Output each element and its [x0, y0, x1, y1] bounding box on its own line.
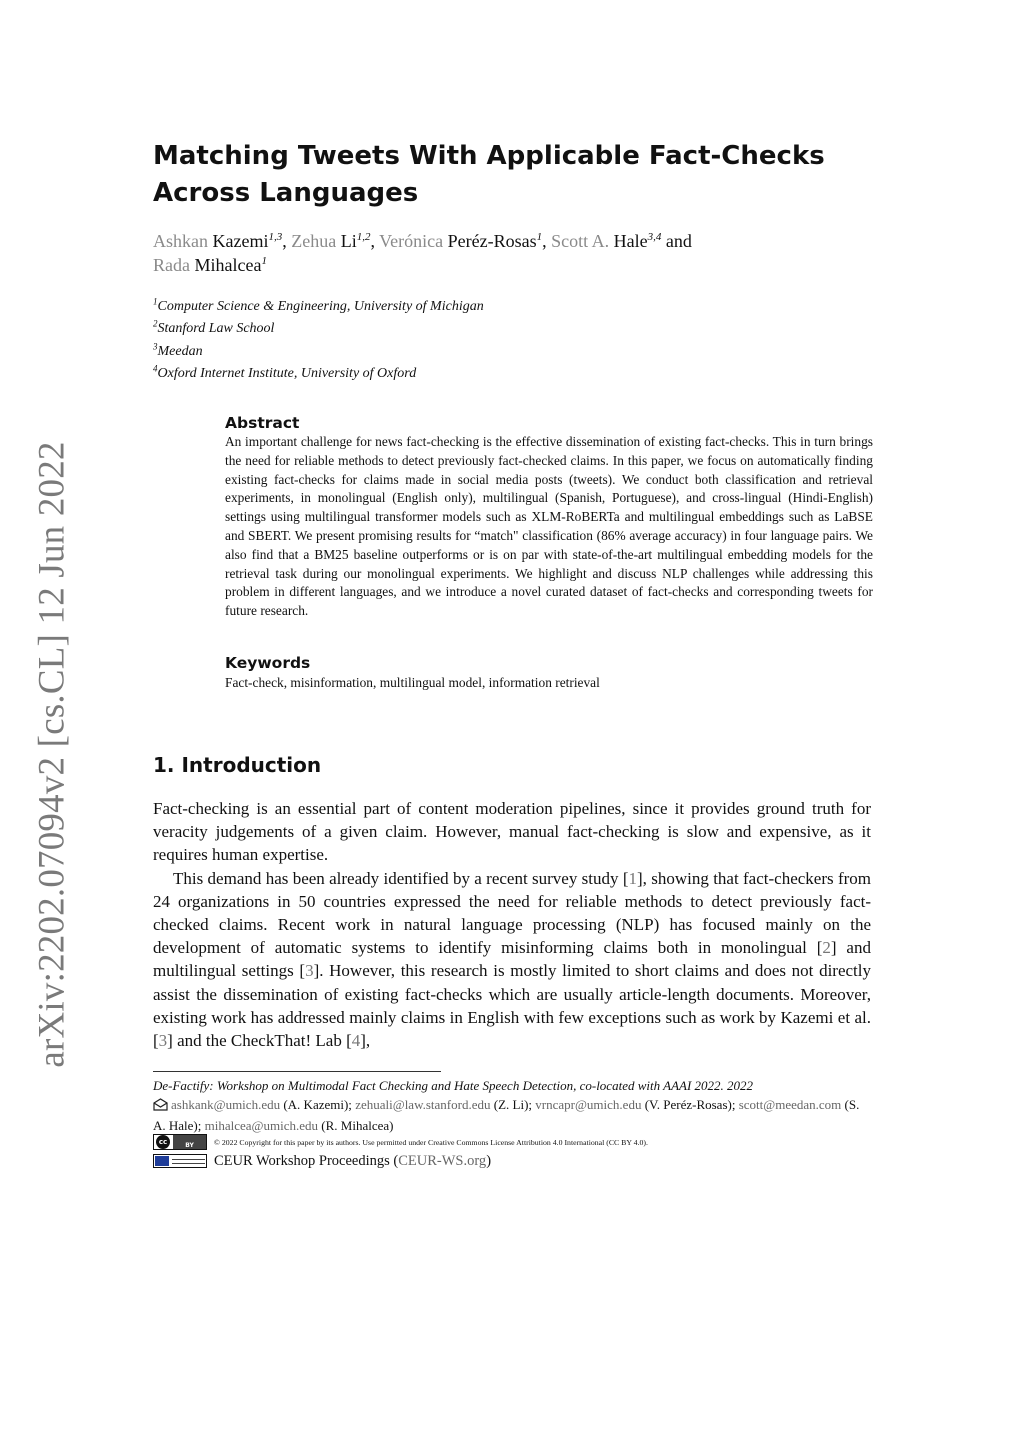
license-row — [153, 1134, 873, 1150]
affiliation: $^2$Stanford Law School — [153, 318, 275, 337]
affiliation: $^3$Meedan — [153, 340, 203, 359]
envelope-icon — [153, 1097, 168, 1116]
footnote — [153, 1076, 873, 1135]
ceur-logo-icon — [153, 1154, 207, 1168]
citation-link[interactable]: 2 — [822, 938, 831, 958]
abstract-heading: Abstract — [225, 414, 300, 432]
ceur-link[interactable]: CEUR-WS.org — [398, 1153, 487, 1169]
affiliation: $^1$Computer Science & Engineering, University of Michigan — [153, 296, 484, 314]
email-link[interactable]: mihalcea@umich.edu — [204, 1118, 319, 1133]
footnote-divider — [153, 1071, 441, 1072]
keywords-heading: Keywords — [225, 654, 311, 672]
citation-link[interactable]: 4 — [351, 1031, 361, 1051]
arxiv-identifier — [20, 440, 84, 1068]
ceur-text: CEUR Workshop Proceedings (CEUR-WS.org) — [214, 1153, 492, 1169]
citation-link[interactable]: 1 — [628, 868, 637, 888]
section-heading-introduction: 1. Introduction — [153, 753, 322, 777]
arxiv-id-text: arXiv:2202.07094v2 [cs.CL] 12 Jun 2022 — [31, 440, 73, 1068]
introduction-body — [153, 797, 871, 1052]
abstract-text: An important challenge for news fact-checking is the effective dissemination of existing fact-checks. This in turn brings the need for reliable methods to detect previously fact-checked claims. In this paper, we focus on automatically finding existing fact-checks for claims made in social media posts (tweets). We conduct both classification and retrieval experiments, in monolingual (English only), multilingual (Spanish, Portuguese), and cross-lingual (Hindi-English) settings using multilingual transformer models such as XLM-RoBERTa and multilingual embeddings such as LaBSE and SBERT. We present promising results for “match" classification (86% average accuracy) in four language pairs. We also find that a BM25 baseline outperforms or is on par with state-of-the-art multilingual embedding models for the retrieval task during our monolingual experiments. We highlight and discuss NLP challenges while addressing this problem in different languages, and we introduce a novel curated dataset of fact-checks and corresponding tweets for future research. — [225, 434, 873, 619]
ceur-row — [153, 1152, 873, 1170]
footnote-venue: De-Factify: Workshop on Multimodal Fact Checking and Hate Speech Detection, co-located with AAAI 2022. 2022 — [153, 1078, 754, 1093]
email-link[interactable]: zehuali@law.stanford.edu — [355, 1097, 491, 1112]
keywords-text: Fact-check, misinformation, multilingual model, information retrieval — [225, 675, 600, 690]
citation-link[interactable]: 3 — [158, 1031, 168, 1051]
author: Verónica Peréz-Rosas$^1$, — [379, 231, 552, 251]
affiliation-list — [153, 296, 873, 385]
keywords — [225, 653, 873, 692]
by-label: BY — [173, 1135, 206, 1149]
title-line-2: Across Languages — [153, 178, 419, 208]
author: Rada Mihalcea$^1$ — [153, 255, 267, 275]
cc-logo-icon: cc — [156, 1135, 170, 1149]
paragraph: Fact-checking is an essential part of content moderation pipelines, since it provides ground truth for veracity judgements of a given claim. However, manual fact-checking is slow and expensive, as it requires human expertise. — [153, 799, 871, 865]
license-text: © 2022 Copyright for this paper by its authors. Use permitted under Creative Commons License Attribution 4.0 International (CC BY 4.0). — [214, 1137, 648, 1147]
email-link[interactable]: ashkank@umich.edu — [171, 1097, 281, 1112]
author: Zehua Li$^{1,2}$, — [291, 231, 380, 251]
paper-title — [153, 138, 913, 212]
email-link[interactable]: vrncapr@umich.edu — [535, 1097, 642, 1112]
author-list — [153, 229, 873, 277]
cc-by-license-icon — [153, 1134, 207, 1150]
author: Ashkan Kazemi$^{1,3}$, — [153, 231, 292, 251]
author: Scott A. Hale$^{3,4}$ and — [551, 231, 692, 251]
abstract — [225, 413, 873, 621]
footnote-emails: ashkank@umich.edu (A. Kazemi); zehuali@law.stanford.edu (Z. Li); vrncapr@umich.edu (V. Peréz-Rosas); scott@meedan.com (S. A. Hale); mihalcea@umich.edu (R. Mihalcea) — [153, 1097, 860, 1133]
citation-link[interactable]: 3 — [305, 961, 314, 981]
title-line-1: Matching Tweets With Applicable Fact-Checks — [153, 141, 825, 171]
affiliation: $^4$Oxford Internet Institute, University of Oxford — [153, 363, 417, 381]
paragraph: This demand has been already identified by a recent survey study [1], showing that fact-checkers from 24 organizations in 50 countries expressed the need for reliable methods to detect previously fact-checked claims. Recent work in natural language processing (NLP) has focused mainly on the development of automatic systems to identify misinforming claims both in monolingual [2] and multilingual settings [3]. However, this research is mostly limited to short claims and does not directly assist the dissemination of existing fact-checks which are usually article-length documents. Moreover, existing work has addressed mainly claims in English with few exceptions such as work by Kazemi et al. [3] and the CheckThat! Lab [4], — [153, 868, 871, 1051]
email-link[interactable]: scott@meedan.com — [738, 1097, 842, 1112]
